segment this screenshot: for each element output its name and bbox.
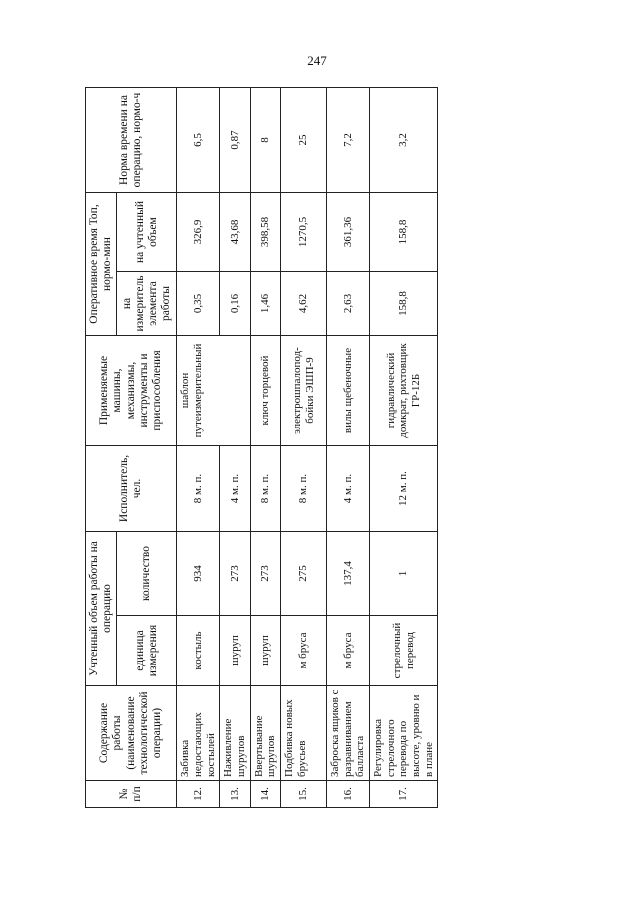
header-volume-group: Учтенный объем работы на операцию	[86, 532, 117, 686]
table-row	[250, 88, 280, 808]
row-executor: 12 м. п.	[370, 446, 438, 532]
row-per-volume: 43,68	[220, 193, 250, 272]
header-unit: единица измерения	[117, 616, 177, 686]
row-content: Подбивка новых брусьев	[281, 686, 327, 781]
row-norm: 8	[250, 88, 280, 193]
row-norm: 25	[281, 88, 327, 193]
table-row	[327, 88, 370, 808]
row-num: 16.	[327, 781, 370, 808]
table-row	[220, 88, 250, 808]
row-per-volume: 158,8	[370, 193, 438, 272]
header-quantity: количество	[117, 532, 177, 616]
row-per-meter: 0,35	[177, 272, 220, 336]
row-num: 13.	[220, 781, 250, 808]
page-number: 247	[307, 53, 327, 68]
row-norm: 6,5	[177, 88, 220, 193]
row-content: Наживление шурупов	[220, 686, 250, 781]
row-norm: 3,2	[370, 88, 438, 193]
row-per-volume: 326,9	[177, 193, 220, 272]
row-quantity: 1	[370, 532, 438, 616]
row-num: 15.	[281, 781, 327, 808]
row-per-meter: 1,46	[250, 272, 280, 336]
header-num: № п/п	[86, 781, 177, 808]
row-num: 12.	[177, 781, 220, 808]
row-executor: 8 м. п.	[250, 446, 280, 532]
row-machines-merged: шаблон путеизмерительный	[177, 336, 250, 446]
row-unit: костыль	[177, 616, 220, 686]
row-content: Ввертывание шурупов	[250, 686, 280, 781]
row-quantity: 273	[220, 532, 250, 616]
row-quantity: 273	[250, 532, 280, 616]
row-quantity: 275	[281, 532, 327, 616]
row-executor: 8 м. п.	[281, 446, 327, 532]
header-per-volume: на учтенный объем	[117, 193, 177, 272]
row-machines: вилы щебеночные	[327, 336, 370, 446]
row-per-volume: 361,36	[327, 193, 370, 272]
header-executor: Исполнитель, чел.	[86, 446, 177, 532]
row-quantity: 934	[177, 532, 220, 616]
row-unit: шуруп	[220, 616, 250, 686]
row-unit: м бруса	[327, 616, 370, 686]
row-quantity: 137,4	[327, 532, 370, 616]
row-unit: стрелочный перевод	[370, 616, 438, 686]
row-per-meter: 0,16	[220, 272, 250, 336]
table-row	[370, 88, 438, 808]
row-per-volume: 398,58	[250, 193, 280, 272]
row-executor: 4 м. п.	[327, 446, 370, 532]
row-norm: 0,87	[220, 88, 250, 193]
row-num: 14.	[250, 781, 280, 808]
header-content: Содержание работы (наименование технологической операции)	[86, 686, 177, 781]
row-unit: м бруса	[281, 616, 327, 686]
row-executor: 4 м. п.	[220, 446, 250, 532]
row-machines: ключ торцевой	[250, 336, 280, 446]
rotated-table-wrapper	[85, 88, 435, 808]
row-content: Заброска ящиков с разравниванием балласта	[327, 686, 370, 781]
header-norm: Норма времени на операцию, нормо-ч	[86, 88, 177, 193]
header-per-meter: на измеритель элемента работы	[117, 272, 177, 336]
row-machines: электрошпалопод-бойки ЭШП-9	[281, 336, 327, 446]
row-norm: 7,2	[327, 88, 370, 193]
table-row	[281, 88, 327, 808]
row-per-meter: 158,8	[370, 272, 438, 336]
row-per-meter: 2,63	[327, 272, 370, 336]
row-num: 17.	[370, 781, 438, 808]
row-content: Регулировка стрелочного перевода по высоте, уровню и в плане	[370, 686, 438, 781]
row-unit: шуруп	[250, 616, 280, 686]
row-per-volume: 1270,5	[281, 193, 327, 272]
row-per-meter: 4,62	[281, 272, 327, 336]
table-row	[177, 88, 220, 808]
row-content: Забивка недостающих костылей	[177, 686, 220, 781]
header-machines: Применяемые машины, механизмы, инструменты и приспособления	[86, 336, 177, 446]
row-executor: 8 м. п.	[177, 446, 220, 532]
header-time-group: Оперативное время Топ, нормо-мин	[86, 193, 117, 336]
row-machines: гидравлический домкрат, рихтовщик ГР-12Б	[370, 336, 438, 446]
operations-table	[85, 87, 438, 808]
